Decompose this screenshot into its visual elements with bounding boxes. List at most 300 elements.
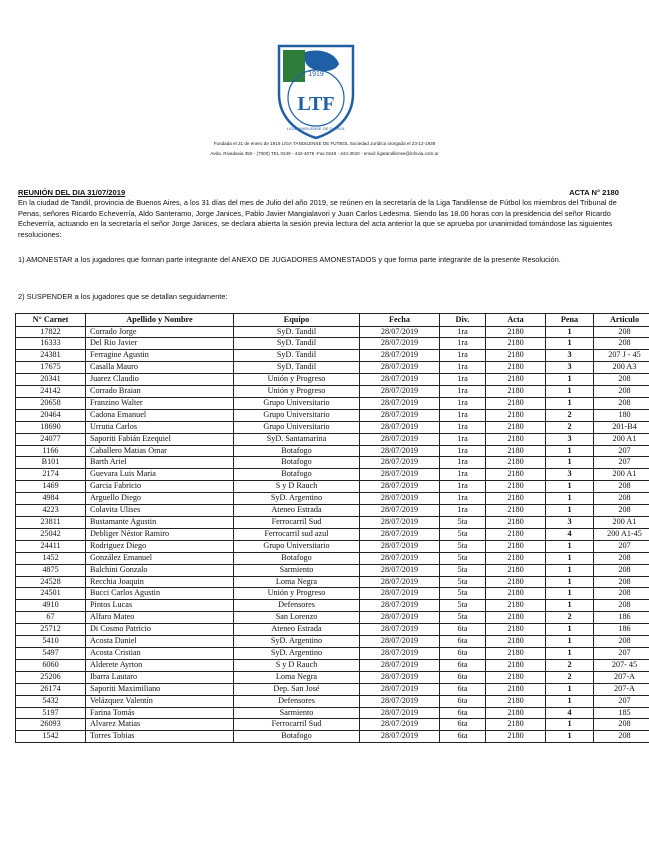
table-header-row xyxy=(16,314,649,327)
cell-penalty: 1 xyxy=(546,552,594,564)
cell-penalty: 3 xyxy=(546,469,594,481)
cell-article: 208 xyxy=(594,386,649,398)
cell-acta: 2180 xyxy=(486,457,546,469)
cell-article: 208 xyxy=(594,481,649,493)
cell-team: Sarmiento xyxy=(234,564,360,576)
cell-penalty: 3 xyxy=(546,362,594,374)
cell-carnet: 67 xyxy=(16,612,86,624)
cell-article: 207 xyxy=(594,540,649,552)
cell-name: Casalla Mauro xyxy=(86,362,234,374)
cell-division: 5ta xyxy=(440,576,486,588)
cell-article: 207-A xyxy=(594,671,649,683)
cell-acta: 2180 xyxy=(486,528,546,540)
cell-team: Ateneo Estrada xyxy=(234,624,360,636)
cell-division: 1ra xyxy=(440,421,486,433)
cell-name: Rodriguez Diego xyxy=(86,540,234,552)
cell-division: 5ta xyxy=(440,588,486,600)
cell-penalty: 3 xyxy=(546,433,594,445)
cell-carnet: B101 xyxy=(16,457,86,469)
cell-acta: 2180 xyxy=(486,659,546,671)
cell-date: 28/07/2019 xyxy=(360,683,440,695)
cell-penalty: 1 xyxy=(546,683,594,695)
cell-division: 6ta xyxy=(440,707,486,719)
cell-date: 28/07/2019 xyxy=(360,493,440,505)
cell-penalty: 1 xyxy=(546,540,594,552)
cell-article: 208 xyxy=(594,374,649,386)
cell-penalty: 2 xyxy=(546,671,594,683)
cell-date: 28/07/2019 xyxy=(360,695,440,707)
cell-carnet: 26093 xyxy=(16,719,86,731)
cell-penalty: 1 xyxy=(546,600,594,612)
cell-date: 28/07/2019 xyxy=(360,576,440,588)
cell-date: 28/07/2019 xyxy=(360,421,440,433)
cell-article: 207-A xyxy=(594,683,649,695)
cell-name: Corrado Jorge xyxy=(86,326,234,338)
cell-article: 207 J - 45 xyxy=(594,350,649,362)
cell-penalty: 1 xyxy=(546,647,594,659)
cell-division: 1ra xyxy=(440,386,486,398)
cell-carnet: 23811 xyxy=(16,517,86,529)
cell-name: Urrutia Carlos xyxy=(86,421,234,433)
cell-date: 28/07/2019 xyxy=(360,338,440,350)
cell-carnet: 16333 xyxy=(16,338,86,350)
cell-carnet: 20464 xyxy=(16,409,86,421)
table-row xyxy=(16,647,649,659)
cell-carnet: 24411 xyxy=(16,540,86,552)
table-row xyxy=(16,564,649,576)
cell-acta: 2180 xyxy=(486,647,546,659)
column-header-name: Apellido y Nombre xyxy=(86,314,234,327)
cell-penalty: 1 xyxy=(546,624,594,636)
cell-name: Alfaro Mateo xyxy=(86,612,234,624)
cell-article: 180 xyxy=(594,409,649,421)
cell-penalty: 1 xyxy=(546,695,594,707)
cell-date: 28/07/2019 xyxy=(360,409,440,421)
table-row xyxy=(16,707,649,719)
cell-team: Sarmiento xyxy=(234,707,360,719)
cell-team: Defensores xyxy=(234,600,360,612)
cell-name: Corrado Braian xyxy=(86,386,234,398)
cell-penalty: 1 xyxy=(546,719,594,731)
cell-team: Grupo Universitario xyxy=(234,421,360,433)
cell-name: Caballero Matias Omar xyxy=(86,445,234,457)
cell-division: 1ra xyxy=(440,505,486,517)
cell-name: Juarez Claudio xyxy=(86,374,234,386)
cell-division: 5ta xyxy=(440,517,486,529)
cell-division: 6ta xyxy=(440,647,486,659)
header-foundation-line: Fundada el 21 de enero de 1919 LIGA TANDILENSE DE FUTBOL Sociedad Jurídica otorgada el 23-12-1938 xyxy=(213,141,436,146)
cell-team: Ferrocarril sud azul xyxy=(234,528,360,540)
cell-name: Alderete Ayrton xyxy=(86,659,234,671)
cell-acta: 2180 xyxy=(486,481,546,493)
cell-carnet: 24077 xyxy=(16,433,86,445)
column-header-article: Articulo xyxy=(594,314,649,327)
table-row xyxy=(16,421,649,433)
cell-acta: 2180 xyxy=(486,469,546,481)
cell-date: 28/07/2019 xyxy=(360,469,440,481)
cell-carnet: 5410 xyxy=(16,636,86,648)
cell-name: Torres Tobias xyxy=(86,731,234,743)
cell-name: Alvarez Matias xyxy=(86,719,234,731)
cell-date: 28/07/2019 xyxy=(360,647,440,659)
cell-acta: 2180 xyxy=(486,612,546,624)
cell-date: 28/07/2019 xyxy=(360,505,440,517)
cell-name: Bustamante Agustin xyxy=(86,517,234,529)
cell-acta: 2180 xyxy=(486,362,546,374)
cell-acta: 2180 xyxy=(486,374,546,386)
cell-date: 28/07/2019 xyxy=(360,397,440,409)
cell-article: 207 xyxy=(594,457,649,469)
acta-number: ACTA N° 2180 xyxy=(569,188,619,197)
cell-division: 1ra xyxy=(440,326,486,338)
cell-team: SyD. Argentino xyxy=(234,636,360,648)
table-row xyxy=(16,409,649,421)
cell-date: 28/07/2019 xyxy=(360,564,440,576)
cell-penalty: 1 xyxy=(546,445,594,457)
cell-date: 28/07/2019 xyxy=(360,457,440,469)
table-row xyxy=(16,552,649,564)
cell-carnet: 1452 xyxy=(16,552,86,564)
table-row xyxy=(16,659,649,671)
cell-name: Acosta Cristian xyxy=(86,647,234,659)
cell-name: Pintos Lucas xyxy=(86,600,234,612)
cell-article: 207- 45 xyxy=(594,659,649,671)
cell-acta: 2180 xyxy=(486,600,546,612)
cell-team: Botafogo xyxy=(234,731,360,743)
cell-date: 28/07/2019 xyxy=(360,624,440,636)
cell-division: 6ta xyxy=(440,636,486,648)
cell-acta: 2180 xyxy=(486,683,546,695)
table-row xyxy=(16,731,649,743)
cell-date: 28/07/2019 xyxy=(360,588,440,600)
cell-division: 1ra xyxy=(440,457,486,469)
cell-team: Unión y Progreso xyxy=(234,374,360,386)
opening-paragraph: En la ciudad de Tandil, provincia de Buenos Aires, a los 31 días del mes de Julio del año 2019, se reúnen en la secretaría de la Liga Tandilense de Fútbol los miembros del Tribunal de Penas, señores Ricardo Echeverría, Aldo Santeramo, Jorge Janices, Pablo Javier Mangialavori y Juan Carlos Ledesma. Siendo las 18.00 horas con la presidencia del señor Ricardo Echeverría, actuando en la secretaría el señor Jorge Janices, se declara abierta la sesión previa lectura del acta anterior la que se aprueba por unanimidad tomándose las siguientes resoluciones: xyxy=(18,198,617,239)
cell-division: 5ta xyxy=(440,600,486,612)
cell-name: Di Cosmo Patricio xyxy=(86,624,234,636)
cell-date: 28/07/2019 xyxy=(360,600,440,612)
logo-circle-text: LIGA TANDILENSE DE FUTBOL xyxy=(286,126,346,131)
cell-team: Botafogo xyxy=(234,469,360,481)
suspensions-table xyxy=(15,313,649,743)
cell-acta: 2180 xyxy=(486,409,546,421)
table-row xyxy=(16,671,649,683)
cell-penalty: 1 xyxy=(546,588,594,600)
cell-date: 28/07/2019 xyxy=(360,612,440,624)
cell-carnet: 25042 xyxy=(16,528,86,540)
cell-article: 186 xyxy=(594,624,649,636)
cell-team: Grupo Universitario xyxy=(234,397,360,409)
cell-penalty: 2 xyxy=(546,612,594,624)
column-header-date: Fecha xyxy=(360,314,440,327)
cell-acta: 2180 xyxy=(486,719,546,731)
cell-carnet: 4223 xyxy=(16,505,86,517)
cell-penalty: 2 xyxy=(546,421,594,433)
cell-acta: 2180 xyxy=(486,636,546,648)
cell-acta: 2180 xyxy=(486,493,546,505)
cell-date: 28/07/2019 xyxy=(360,707,440,719)
cell-carnet: 24528 xyxy=(16,576,86,588)
cell-penalty: 1 xyxy=(546,576,594,588)
cell-article: 185 xyxy=(594,707,649,719)
table-row xyxy=(16,695,649,707)
table-row xyxy=(16,338,649,350)
cell-carnet: 17675 xyxy=(16,362,86,374)
cell-team: SyD. Tandil xyxy=(234,326,360,338)
cell-acta: 2180 xyxy=(486,624,546,636)
cell-carnet: 4875 xyxy=(16,564,86,576)
cell-carnet: 6060 xyxy=(16,659,86,671)
cell-division: 5ta xyxy=(440,540,486,552)
cell-name: Del Rio Javier xyxy=(86,338,234,350)
cell-division: 1ra xyxy=(440,374,486,386)
cell-article: 208 xyxy=(594,600,649,612)
cell-penalty: 2 xyxy=(546,659,594,671)
cell-penalty: 1 xyxy=(546,493,594,505)
cell-carnet: 26174 xyxy=(16,683,86,695)
table-row xyxy=(16,469,649,481)
cell-name: Franzino Walter xyxy=(86,397,234,409)
cell-team: Defensores xyxy=(234,695,360,707)
table-row xyxy=(16,600,649,612)
cell-name: González Emanuel xyxy=(86,552,234,564)
cell-name: Bucci Carlos Agustin xyxy=(86,588,234,600)
cell-division: 1ra xyxy=(440,469,486,481)
cell-carnet: 20341 xyxy=(16,374,86,386)
cell-division: 6ta xyxy=(440,671,486,683)
cell-carnet: 25206 xyxy=(16,671,86,683)
cell-article: 208 xyxy=(594,731,649,743)
cell-acta: 2180 xyxy=(486,564,546,576)
cell-penalty: 3 xyxy=(546,350,594,362)
cell-article: 207 xyxy=(594,647,649,659)
cell-name: Balchini Gonzalo xyxy=(86,564,234,576)
column-header-carnet: N° Carnet xyxy=(16,314,86,327)
cell-acta: 2180 xyxy=(486,576,546,588)
cell-article: 200 A3 xyxy=(594,362,649,374)
cell-team: S y D Rauch xyxy=(234,481,360,493)
cell-date: 28/07/2019 xyxy=(360,350,440,362)
cell-team: Grupo Universitario xyxy=(234,409,360,421)
column-header-team: Equipo xyxy=(234,314,360,327)
meeting-title: REUNIÓN DEL DIA 31/07/2019 xyxy=(18,188,126,197)
cell-article: 200 A1 xyxy=(594,433,649,445)
cell-carnet: 4910 xyxy=(16,600,86,612)
cell-date: 28/07/2019 xyxy=(360,481,440,493)
cell-name: Ferragine Agustin xyxy=(86,350,234,362)
cell-penalty: 1 xyxy=(546,505,594,517)
cell-date: 28/07/2019 xyxy=(360,374,440,386)
table-row xyxy=(16,386,649,398)
cell-article: 200 A1 xyxy=(594,469,649,481)
cell-acta: 2180 xyxy=(486,338,546,350)
logo-monogram: LTF xyxy=(297,93,335,115)
cell-acta: 2180 xyxy=(486,433,546,445)
cell-team: Unión y Progreso xyxy=(234,386,360,398)
cell-article: 208 xyxy=(594,397,649,409)
table-row xyxy=(16,505,649,517)
cell-division: 5ta xyxy=(440,612,486,624)
table-row xyxy=(16,576,649,588)
cell-carnet: 1469 xyxy=(16,481,86,493)
cell-carnet: 1166 xyxy=(16,445,86,457)
cell-name: Saporiti Fabián Ezequiel xyxy=(86,433,234,445)
cell-name: Garcia Fabricio xyxy=(86,481,234,493)
cell-article: 208 xyxy=(594,564,649,576)
cell-team: Loma Negra xyxy=(234,671,360,683)
cell-article: 207 xyxy=(594,695,649,707)
cell-team: San Lorenzo xyxy=(234,612,360,624)
cell-carnet: 2174 xyxy=(16,469,86,481)
cell-team: SyD. Argentino xyxy=(234,493,360,505)
cell-acta: 2180 xyxy=(486,397,546,409)
cell-carnet: 24142 xyxy=(16,386,86,398)
cell-division: 1ra xyxy=(440,362,486,374)
cell-article: 208 xyxy=(594,636,649,648)
table-body xyxy=(16,326,649,743)
cell-team: SyD. Argentino xyxy=(234,647,360,659)
cell-division: 6ta xyxy=(440,624,486,636)
cell-article: 208 xyxy=(594,505,649,517)
cell-article: 208 xyxy=(594,552,649,564)
table-row xyxy=(16,326,649,338)
table-row xyxy=(16,433,649,445)
cell-acta: 2180 xyxy=(486,445,546,457)
cell-division: 5ta xyxy=(440,564,486,576)
column-header-penalty: Pena xyxy=(546,314,594,327)
cell-acta: 2180 xyxy=(486,517,546,529)
cell-article: 201-B4 xyxy=(594,421,649,433)
cell-penalty: 1 xyxy=(546,338,594,350)
cell-name: Ibarra Lautaro xyxy=(86,671,234,683)
cell-division: 6ta xyxy=(440,659,486,671)
cell-carnet: 24501 xyxy=(16,588,86,600)
cell-division: 1ra xyxy=(440,409,486,421)
cell-penalty: 1 xyxy=(546,457,594,469)
cell-date: 28/07/2019 xyxy=(360,528,440,540)
cell-team: Grupo Universitario xyxy=(234,540,360,552)
table-row xyxy=(16,481,649,493)
suspender-paragraph: 2) SUSPENDER a los jugadores que se detallan seguidamente: xyxy=(18,292,228,301)
cell-name: Cadona Emanuel xyxy=(86,409,234,421)
cell-date: 28/07/2019 xyxy=(360,719,440,731)
cell-penalty: 1 xyxy=(546,386,594,398)
table-row xyxy=(16,362,649,374)
table-row xyxy=(16,457,649,469)
cell-division: 1ra xyxy=(440,433,486,445)
cell-acta: 2180 xyxy=(486,707,546,719)
cell-carnet: 5497 xyxy=(16,647,86,659)
cell-date: 28/07/2019 xyxy=(360,386,440,398)
cell-penalty: 1 xyxy=(546,397,594,409)
table-row xyxy=(16,612,649,624)
header-address-line: Avda. Rivadavia 350 - (7000) TEL 0249 - 442-4078 -Fax 0249 - 444-3040 - email: ligatandilense@infovia.com.ar xyxy=(210,151,439,156)
cell-date: 28/07/2019 xyxy=(360,659,440,671)
table-row xyxy=(16,624,649,636)
cell-division: 6ta xyxy=(440,719,486,731)
cell-penalty: 4 xyxy=(546,707,594,719)
cell-penalty: 1 xyxy=(546,731,594,743)
cell-division: 1ra xyxy=(440,493,486,505)
cell-acta: 2180 xyxy=(486,552,546,564)
cell-carnet: 4984 xyxy=(16,493,86,505)
cell-acta: 2180 xyxy=(486,350,546,362)
cell-team: Unión y Progreso xyxy=(234,588,360,600)
cell-article: 208 xyxy=(594,588,649,600)
cell-article: 208 xyxy=(594,576,649,588)
table-row xyxy=(16,683,649,695)
cell-article: 208 xyxy=(594,493,649,505)
cell-date: 28/07/2019 xyxy=(360,433,440,445)
table-row xyxy=(16,445,649,457)
cell-penalty: 1 xyxy=(546,636,594,648)
cell-name: Barth Ariel xyxy=(86,457,234,469)
cell-penalty: 2 xyxy=(546,409,594,421)
cell-division: 1ra xyxy=(440,350,486,362)
cell-date: 28/07/2019 xyxy=(360,671,440,683)
table-row xyxy=(16,588,649,600)
cell-division: 6ta xyxy=(440,695,486,707)
cell-date: 28/07/2019 xyxy=(360,517,440,529)
cell-acta: 2180 xyxy=(486,421,546,433)
cell-article: 208 xyxy=(594,719,649,731)
cell-date: 28/07/2019 xyxy=(360,326,440,338)
table-row xyxy=(16,636,649,648)
league-logo xyxy=(275,42,357,140)
cell-name: Farina Tomás xyxy=(86,707,234,719)
table-row xyxy=(16,719,649,731)
cell-team: Ateneo Estrada xyxy=(234,505,360,517)
cell-date: 28/07/2019 xyxy=(360,445,440,457)
cell-penalty: 3 xyxy=(546,517,594,529)
cell-division: 1ra xyxy=(440,338,486,350)
cell-division: 6ta xyxy=(440,683,486,695)
cell-team: S y D Rauch xyxy=(234,659,360,671)
logo-year: 1919 xyxy=(308,71,324,78)
cell-carnet: 20658 xyxy=(16,397,86,409)
cell-team: Loma Negra xyxy=(234,576,360,588)
cell-name: Acosta Daniel xyxy=(86,636,234,648)
column-header-acta: Acta xyxy=(486,314,546,327)
shield-green-band xyxy=(283,50,305,82)
cell-acta: 2180 xyxy=(486,540,546,552)
amonestar-paragraph: 1) AMONESTAR a los jugadores que forman parte integrante del ANEXO DE JUGADORES AMONESTADOS y que forma parte integrante de la presente Resolución. xyxy=(18,255,561,264)
cell-article: 200 A1 xyxy=(594,517,649,529)
cell-date: 28/07/2019 xyxy=(360,540,440,552)
table-row xyxy=(16,350,649,362)
cell-name: Arguello Diego xyxy=(86,493,234,505)
cell-division: 1ra xyxy=(440,445,486,457)
cell-carnet: 18690 xyxy=(16,421,86,433)
cell-carnet: 25712 xyxy=(16,624,86,636)
cell-division: 5ta xyxy=(440,552,486,564)
cell-article: 208 xyxy=(594,338,649,350)
cell-carnet: 1542 xyxy=(16,731,86,743)
cell-penalty: 4 xyxy=(546,528,594,540)
cell-carnet: 5432 xyxy=(16,695,86,707)
cell-name: Debliger Néstor Ramiro xyxy=(86,528,234,540)
cell-article: 186 xyxy=(594,612,649,624)
cell-team: SyD. Tandil xyxy=(234,362,360,374)
table-row xyxy=(16,517,649,529)
cell-date: 28/07/2019 xyxy=(360,636,440,648)
table-row xyxy=(16,397,649,409)
cell-article: 208 xyxy=(594,326,649,338)
table-row xyxy=(16,528,649,540)
cell-acta: 2180 xyxy=(486,671,546,683)
cell-name: Guevara Luis Maria xyxy=(86,469,234,481)
cell-team: Botafogo xyxy=(234,552,360,564)
